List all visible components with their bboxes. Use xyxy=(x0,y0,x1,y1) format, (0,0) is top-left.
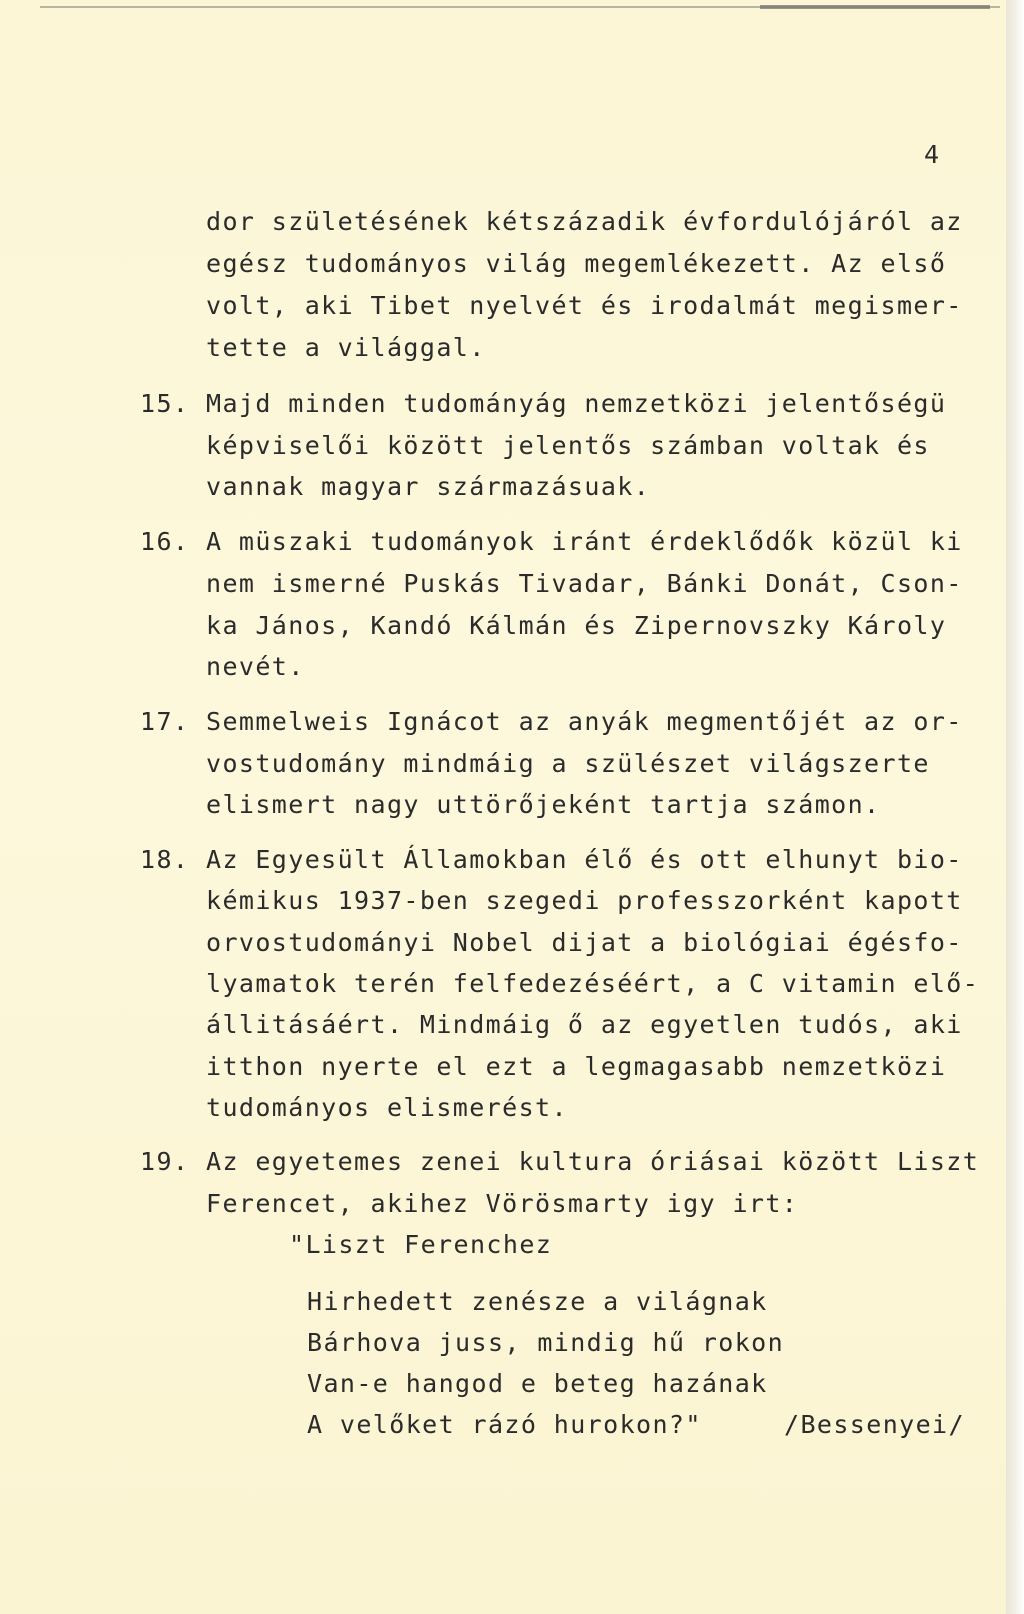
poem-line: Bárhova juss, mindig hű rokon xyxy=(307,1328,785,1357)
text-line: állitásáért. Mindmáig ő az egyetlen tudós, aki xyxy=(206,1010,963,1039)
text-line: dor születésének kétszázadik évfordulójáról az xyxy=(206,207,963,236)
item-number: 19. xyxy=(140,1147,190,1176)
text-line: itthon nyerte el ezt a legmagasabb nemzetközi xyxy=(206,1052,947,1081)
text-line: Az Egyesült Államokban élő és ott elhunyt bio- xyxy=(206,845,963,874)
item-number: 15. xyxy=(140,389,190,418)
text-line: kémikus 1937-ben szegedi professzorként kapott xyxy=(206,886,963,915)
poem-line: A velőket rázó hurokon?" xyxy=(307,1410,702,1439)
page-right-edge xyxy=(1006,0,1024,1614)
item-number: 17. xyxy=(140,707,190,736)
page-number: 4 xyxy=(924,140,941,169)
text-line: A müszaki tudományok iránt érdeklődők közül ki xyxy=(206,527,963,556)
text-line: orvostudományi Nobel dijat a biológiai égésfo- xyxy=(206,928,963,957)
item-number: 16. xyxy=(140,527,190,556)
text-line: Semmelweis Ignácot az anyák megmentőjét az or- xyxy=(206,707,963,736)
text-line: ka János, Kandó Kálmán és Zipernovszky Károly xyxy=(206,611,947,640)
poem-attribution: /Bessenyei/ xyxy=(784,1410,965,1439)
text-line: Az egyetemes zenei kultura óriásai között Liszt xyxy=(206,1147,980,1176)
text-line: volt, aki Tibet nyelvét és irodalmát megismer- xyxy=(206,291,963,320)
text-line: vostudomány mindmáig a szülészet világszerte xyxy=(206,749,930,778)
text-line: Majd minden tudományág nemzetközi jelentőségü xyxy=(206,389,947,418)
poem-line: Hirhedett zenésze a világnak xyxy=(307,1287,768,1316)
text-line: tette a világgal. xyxy=(206,333,486,362)
text-line: nem ismerné Puskás Tivadar, Bánki Donát, Cson- xyxy=(206,569,963,598)
text-line: elismert nagy uttörőjeként tartja számon. xyxy=(206,790,881,819)
text-line: egész tudományos világ megemlékezett. Az első xyxy=(206,249,947,278)
text-line: nevét. xyxy=(206,652,305,681)
poem-line: Van-e hangod e beteg hazának xyxy=(307,1369,768,1398)
text-line: Ferencet, akihez Vörösmarty igy irt: xyxy=(206,1189,799,1218)
top-edge-mark xyxy=(760,5,990,9)
item-number: 18. xyxy=(140,845,190,874)
text-line: lyamatok terén felfedezéséért, a C vitamin elő- xyxy=(206,969,980,998)
poem-title: "Liszt Ferenchez xyxy=(289,1230,553,1259)
text-line: képviselői között jelentős számban voltak és xyxy=(206,431,930,460)
text-line: tudományos elismerést. xyxy=(206,1093,568,1122)
text-line: vannak magyar származásuak. xyxy=(206,472,651,501)
